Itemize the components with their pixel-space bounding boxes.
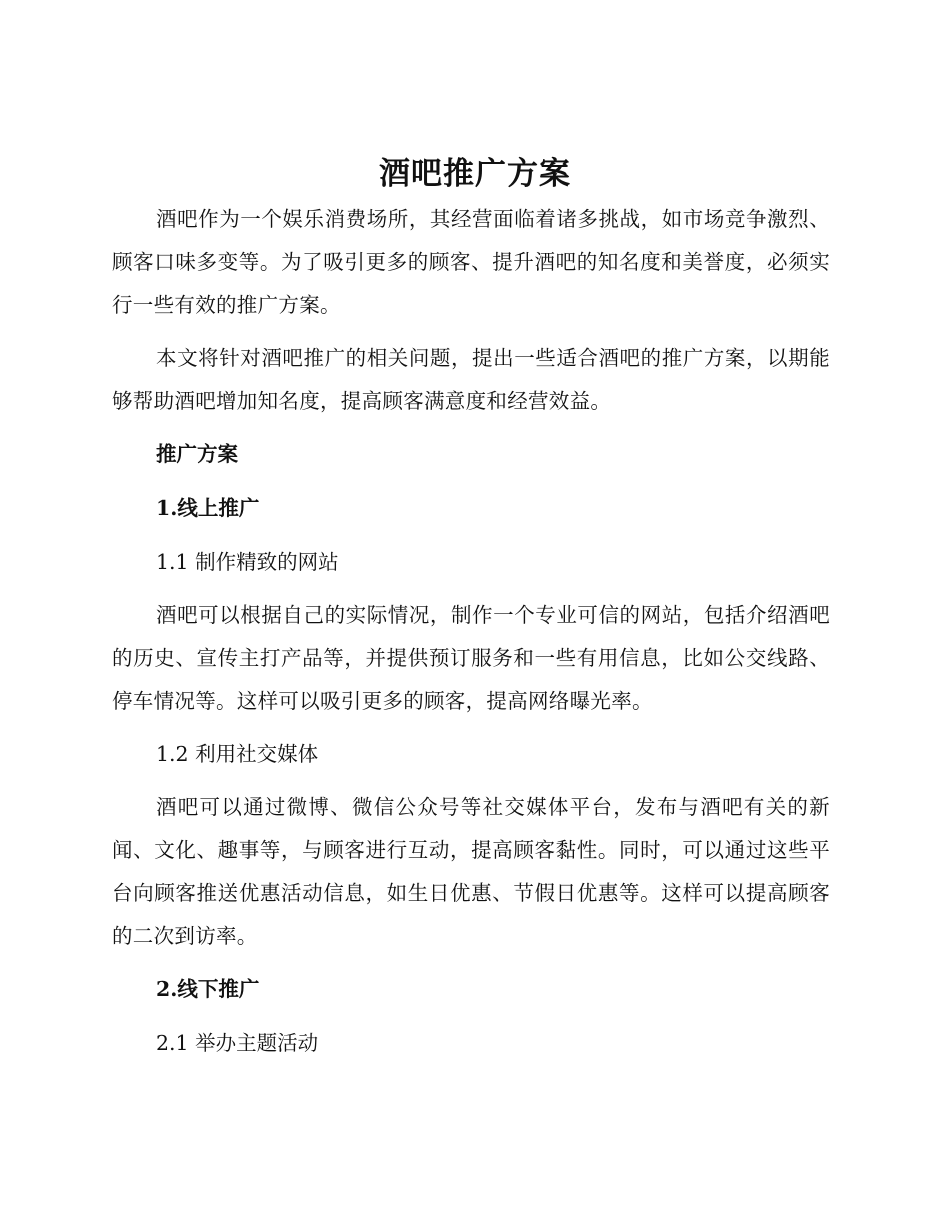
- document-title: 酒吧推广方案: [379, 156, 571, 192]
- subsection-heading-themed-events: 2.1 举办主题活动: [156, 1031, 319, 1055]
- subsection-heading-website: 1.1 制作精致的网站: [156, 550, 339, 574]
- document-body: [112, 198, 830, 1075]
- paragraph-purpose: 本文将针对酒吧推广的相关问题，提出一些适合酒吧的推广方案，以期能够帮助酒吧增加知名度，提高顾客满意度和经营效益。: [112, 346, 830, 413]
- paragraph-intro: 酒吧作为一个娱乐消费场所，其经营面临着诸多挑战，如市场竞争激烈、顾客口味多变等。为了吸引更多的顾客、提升酒吧的知名度和美誉度，必须实行一些有效的推广方案。: [112, 207, 830, 317]
- subsection-heading-social-media: 1.2 利用社交媒体: [156, 742, 319, 766]
- paragraph-social-media: 酒吧可以通过微博、微信公众号等社交媒体平台，发布与酒吧有关的新闻、文化、趣事等，与顾客进行互动，提高顾客黏性。同时，可以通过这些平台向顾客推送优惠活动信息，如生日优惠、节假日优惠等。这样可以提高顾客的二次到访率。: [112, 795, 830, 948]
- paragraph-website: 酒吧可以根据自己的实际情况，制作一个专业可信的网站，包括介绍酒吧的历史、宣传主打产品等，并提供预订服务和一些有用信息，比如公交线路、停车情况等。这样可以吸引更多的顾客，提高网络曝光率。: [112, 603, 830, 713]
- section-heading-plan: 推广方案: [156, 442, 238, 466]
- section-heading-offline: 2.线下推广: [156, 977, 260, 1001]
- section-heading-online: 1.线上推广: [156, 496, 260, 520]
